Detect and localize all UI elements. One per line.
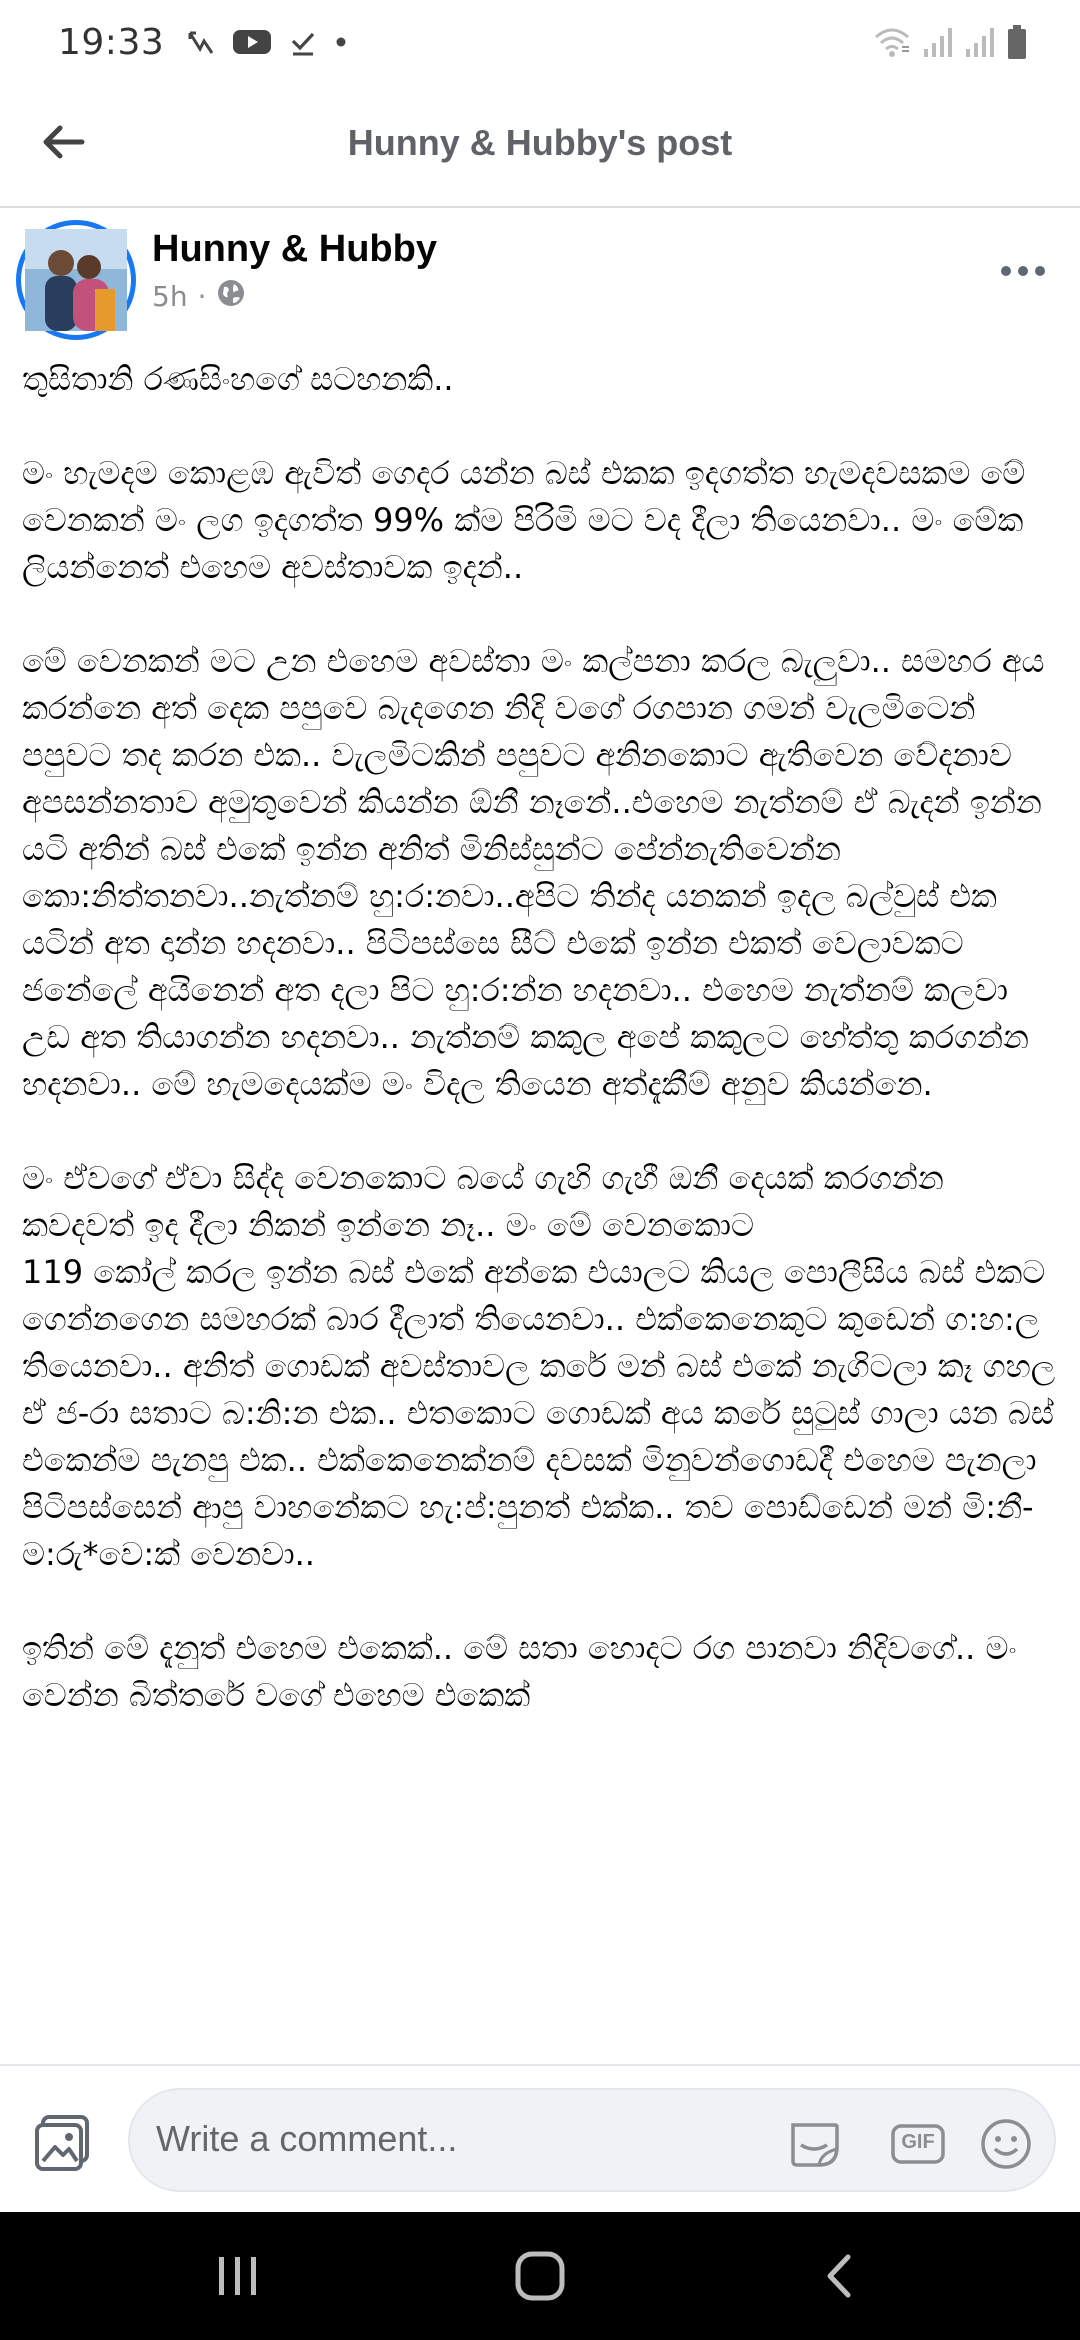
missed-call-icon: [186, 27, 216, 57]
system-nav-bar: [0, 2212, 1080, 2340]
home-icon: [513, 2249, 567, 2303]
author-name[interactable]: Hunny & Hubby: [152, 228, 437, 270]
more-options-button[interactable]: [988, 246, 1058, 296]
gif-button[interactable]: [890, 2116, 946, 2172]
globe-icon: [216, 278, 246, 315]
post-header: [0, 208, 1080, 344]
photo-button[interactable]: [30, 2110, 96, 2176]
signal-icon: [922, 25, 954, 59]
avatar[interactable]: [16, 220, 136, 340]
post-paragraph: ඉතින් මේ දැනුත් එහෙම එකෙක්.. මේ සතා හොදට රග පානවා නිදිවගේ.. මං වෙන්න බිත්තරේ වගේ එහෙම එකෙක්: [22, 1629, 1027, 1714]
system-icons: [872, 24, 1028, 60]
back-nav-button[interactable]: [800, 2246, 880, 2306]
page-title: Hunny & Hubby's post: [347, 122, 733, 163]
dot-icon: [334, 35, 348, 49]
notification-icons: [186, 27, 348, 57]
emoji-icon[interactable]: [978, 2116, 1034, 2172]
battery-icon: [1006, 24, 1028, 60]
gif-label: GIF: [901, 2131, 935, 2153]
avatar-photo: [25, 229, 127, 331]
recent-apps-icon: [213, 2253, 263, 2299]
post-paragraph: තුසිතානි රණසිංහගේ සටහනකි..: [22, 360, 454, 398]
post-paragraph: මං ඒවගේ ඒවා සිද්ද වෙනකොට බයේ ගැහි ගැහී ඔනී දෙයක් කරගන්න කවදවත් ඉද දීලා නිකන් ඉන්නෙ නෑ.. මං මේ වෙනකොට 119 කෝල් කරල ඉන්න බස් එකේ අන්කෙ එයාලට කියල පොලීසිය බස් එකට ගෙන්නගෙන සමහරක් බාර දීලාත් තියෙනවා.. එක්කෙනෙකුට කුඩෙන් ග:හ:ල තියෙනවා.. අනිත් ගොඩක් අවස්තාවල කරේ මන් බස් එකේ නැගිටලා කෑ ගහල ඒ ජ-රා සතාට බ:නි:න එක.. එතකොට ගොඩක් අය කරේ සුටුස් ගාලා යන බස් එකෙන්ම පැනපු එක.. එක්කෙනෙක්නම් දවසක් මිනුවන්ගොඩදී එහෙම පැනලා පිටිපස්සෙන් ආපු වාහනේකට හැ:ප්:පුනත් එක්ක.. තව පොඩ්ඩෙන් මන් මි:නී-ම:රු*වෙ:ක් වෙනවා..: [22, 1159, 1056, 1573]
post-body: [22, 356, 1062, 2060]
status-bar: [0, 0, 1080, 84]
status-time: 19:33: [58, 21, 165, 63]
photo-icon: [33, 2113, 93, 2173]
comment-bar: [0, 2064, 1080, 2212]
post-time[interactable]: 5h: [152, 280, 188, 313]
download-done-icon: [288, 27, 318, 57]
wifi-icon: [872, 25, 912, 59]
post-paragraph: මේ වෙනකන් මට උන එහෙම අවස්තා මං කල්පනා කරල බැලුවා.. සමහර අය කරන්නෙ අත් දෙක පපුවෙ බැදගෙන නිදි වගේ රගපාන ගමන් වැලමිටෙන් පපුවට තද කරන එක.. වැලමිටකින් පපුවට අනිනකොට ඇතිවෙන වේදනාව අපසන්නතාව අමුතුවෙන් කියන්න ඕනී නෑනේ..එහෙම නැත්නම් ඒ බැදන් ඉන්න යටි අතින් බස් එකේ ඉන්න අනිත් මිනිස්සුන්ට පේන්නැතිවෙන්න කො:නිත්තනවා..නැත්නම් හු:ර:නවා..අපිට තින්ද යනකන් ඉදල බල්වුස් එක යටින් අත දාන්න හදනවා.. පිටිපස්සෙ සීට් එකේ ඉන්න එකත් වෙලාවකට ජනේලේ අයිනෙන් අත දලා පිට හු:ර:න්න හදනවා.. එහෙම නැත්නම් කලවා උඩ අත තියාගන්න හදනවා.. නැත්නම් කකුල අපේ කකුලට හේත්තු කරගන්න හදනවා.. මේ හැමදෙයක්ම මං විදල තියෙන අත්දැකීම් අනුව කියන්නෙ.: [22, 642, 1055, 1103]
signal-icon: [964, 25, 996, 59]
youtube-icon: [232, 27, 272, 57]
more-options-icon: [999, 264, 1047, 278]
post-paragraph: මං හැමදම කොළඹ ඇවිත් ගෙදර යන්න බස් එකක ඉදගත්ත හැමදවසකම මේ වෙනකන් මං ලග ඉදගත්ත 99% ක්ම පිරිමි මට වද දීලා තියෙනවා.. මං මේක ලියන්නෙත් එහෙම අවස්තාවක ඉදන්..: [22, 454, 1036, 586]
post-meta: [152, 278, 246, 315]
meta-separator: ·: [197, 280, 207, 313]
sticker-icon[interactable]: [786, 2116, 842, 2172]
app-header: [0, 84, 1080, 208]
back-nav-icon: [820, 2251, 860, 2301]
recent-apps-button[interactable]: [198, 2246, 278, 2306]
home-button[interactable]: [500, 2246, 580, 2306]
comment-input[interactable]: [128, 2088, 1056, 2192]
comment-placeholder: Write a comment...: [156, 2118, 458, 2159]
